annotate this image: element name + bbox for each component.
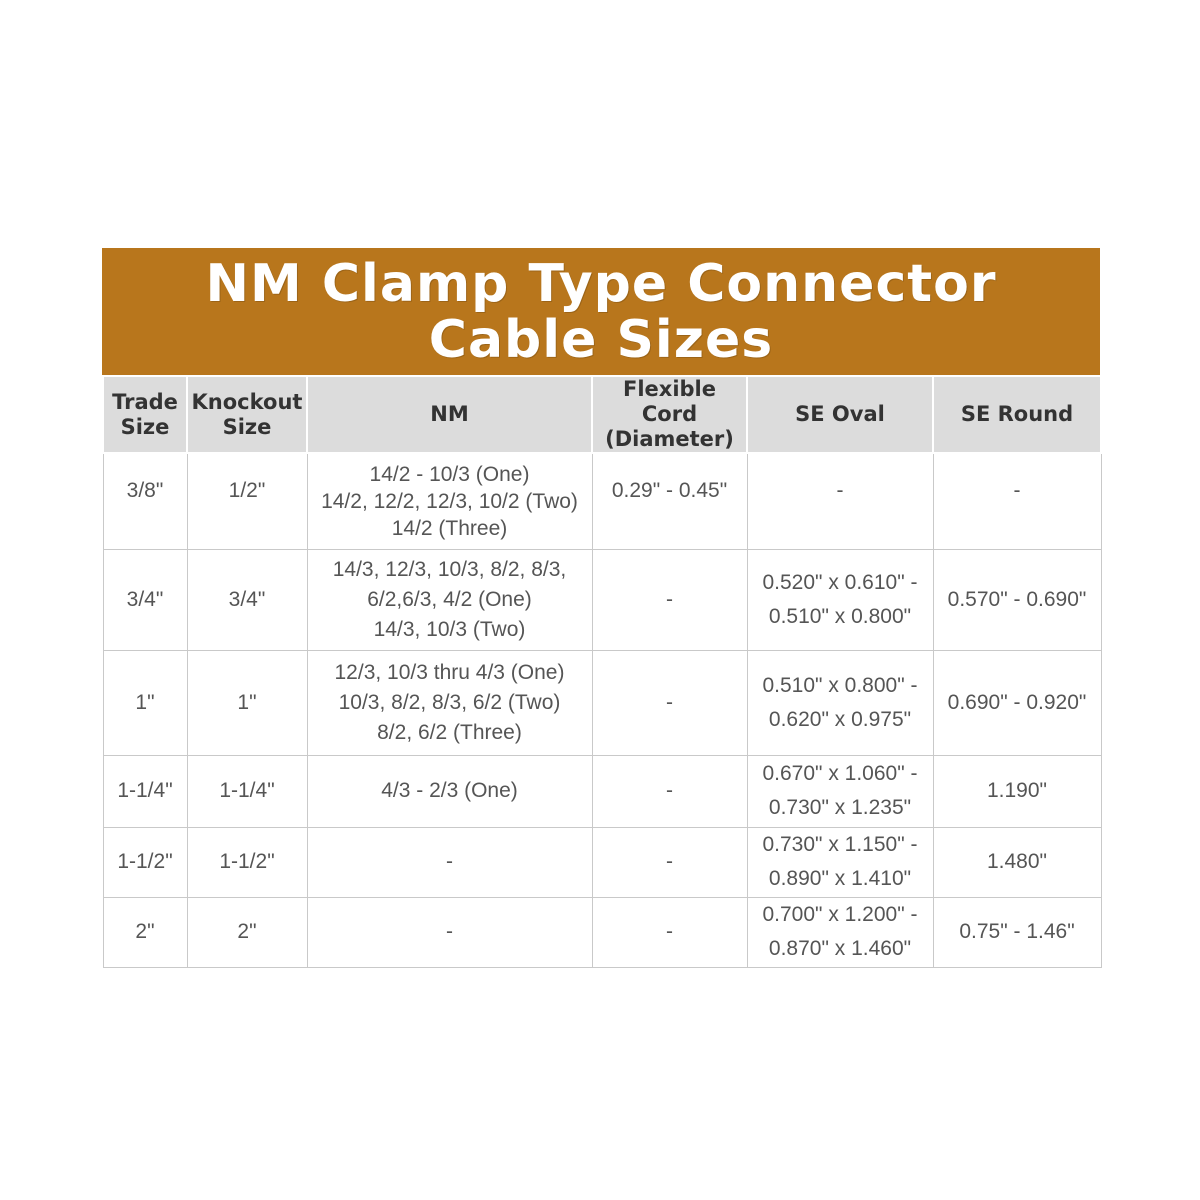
cell-se-oval: 0.730" x 1.150" - 0.890" x 1.410" <box>747 827 933 897</box>
cell-knockout-size: 1/2" <box>187 453 307 549</box>
cell-flexible-cord: - <box>592 650 747 755</box>
cell-nm: 4/3 - 2/3 (One) <box>307 755 592 827</box>
cell-se-round: 0.690" - 0.920" <box>933 650 1101 755</box>
cell-knockout-size: 3/4" <box>187 549 307 650</box>
cell-se-oval: 0.700" x 1.200" - 0.870" x 1.460" <box>747 897 933 967</box>
cell-knockout-size: 2" <box>187 897 307 967</box>
cell-trade-size: 3/4" <box>103 549 187 650</box>
col-header-nm: NM <box>307 376 592 453</box>
cell-se-round: 1.480" <box>933 827 1101 897</box>
cell-se-round: 0.75" - 1.46" <box>933 897 1101 967</box>
cell-flexible-cord: - <box>592 897 747 967</box>
cell-nm: - <box>307 897 592 967</box>
title-line-1: NM Clamp Type Connector <box>205 253 997 314</box>
cell-trade-size: 3/8" <box>103 453 187 549</box>
table-title <box>102 248 1100 375</box>
col-header-knockout-size: Knockout Size <box>187 376 307 453</box>
cell-knockout-size: 1-1/4" <box>187 755 307 827</box>
cell-trade-size: 1" <box>103 650 187 755</box>
connector-size-table <box>102 248 1100 968</box>
cell-se-oval: 0.520" x 0.610" - 0.510" x 0.800" <box>747 549 933 650</box>
cell-se-oval: - <box>747 453 933 549</box>
col-header-se-oval: SE Oval <box>747 376 933 453</box>
size-table <box>102 375 1102 968</box>
header-row <box>103 376 1101 453</box>
table-row <box>103 453 1101 549</box>
cell-se-round: 0.570" - 0.690" <box>933 549 1101 650</box>
cell-trade-size: 1-1/2" <box>103 827 187 897</box>
cell-flexible-cord: - <box>592 827 747 897</box>
cell-knockout-size: 1-1/2" <box>187 827 307 897</box>
cell-se-oval: 0.670" x 1.060" - 0.730" x 1.235" <box>747 755 933 827</box>
cell-trade-size: 2" <box>103 897 187 967</box>
col-header-se-round: SE Round <box>933 376 1101 453</box>
col-header-trade-size: Trade Size <box>103 376 187 453</box>
cell-se-round: - <box>933 453 1101 549</box>
table-row <box>103 827 1101 897</box>
cell-flexible-cord: - <box>592 755 747 827</box>
cell-flexible-cord: 0.29" - 0.45" <box>592 453 747 549</box>
table-row <box>103 650 1101 755</box>
cell-se-oval: 0.510" x 0.800" - 0.620" x 0.975" <box>747 650 933 755</box>
col-header-flexible-cord: Flexible Cord (Diameter) <box>592 376 747 453</box>
cell-nm: 14/2 - 10/3 (One) 14/2, 12/2, 12/3, 10/2 (Two) 14/2 (Three) <box>307 453 592 549</box>
cell-flexible-cord: - <box>592 549 747 650</box>
cell-knockout-size: 1" <box>187 650 307 755</box>
table-row <box>103 897 1101 967</box>
cell-nm: 14/3, 12/3, 10/3, 8/2, 8/3, 6/2,6/3, 4/2 (One) 14/3, 10/3 (Two) <box>307 549 592 650</box>
table-row <box>103 549 1101 650</box>
cell-se-round: 1.190" <box>933 755 1101 827</box>
table-row <box>103 755 1101 827</box>
title-line-2: Cable Sizes <box>428 309 774 370</box>
cell-nm: 12/3, 10/3 thru 4/3 (One) 10/3, 8/2, 8/3, 6/2 (Two) 8/2, 6/2 (Three) <box>307 650 592 755</box>
cell-nm: - <box>307 827 592 897</box>
cell-trade-size: 1-1/4" <box>103 755 187 827</box>
